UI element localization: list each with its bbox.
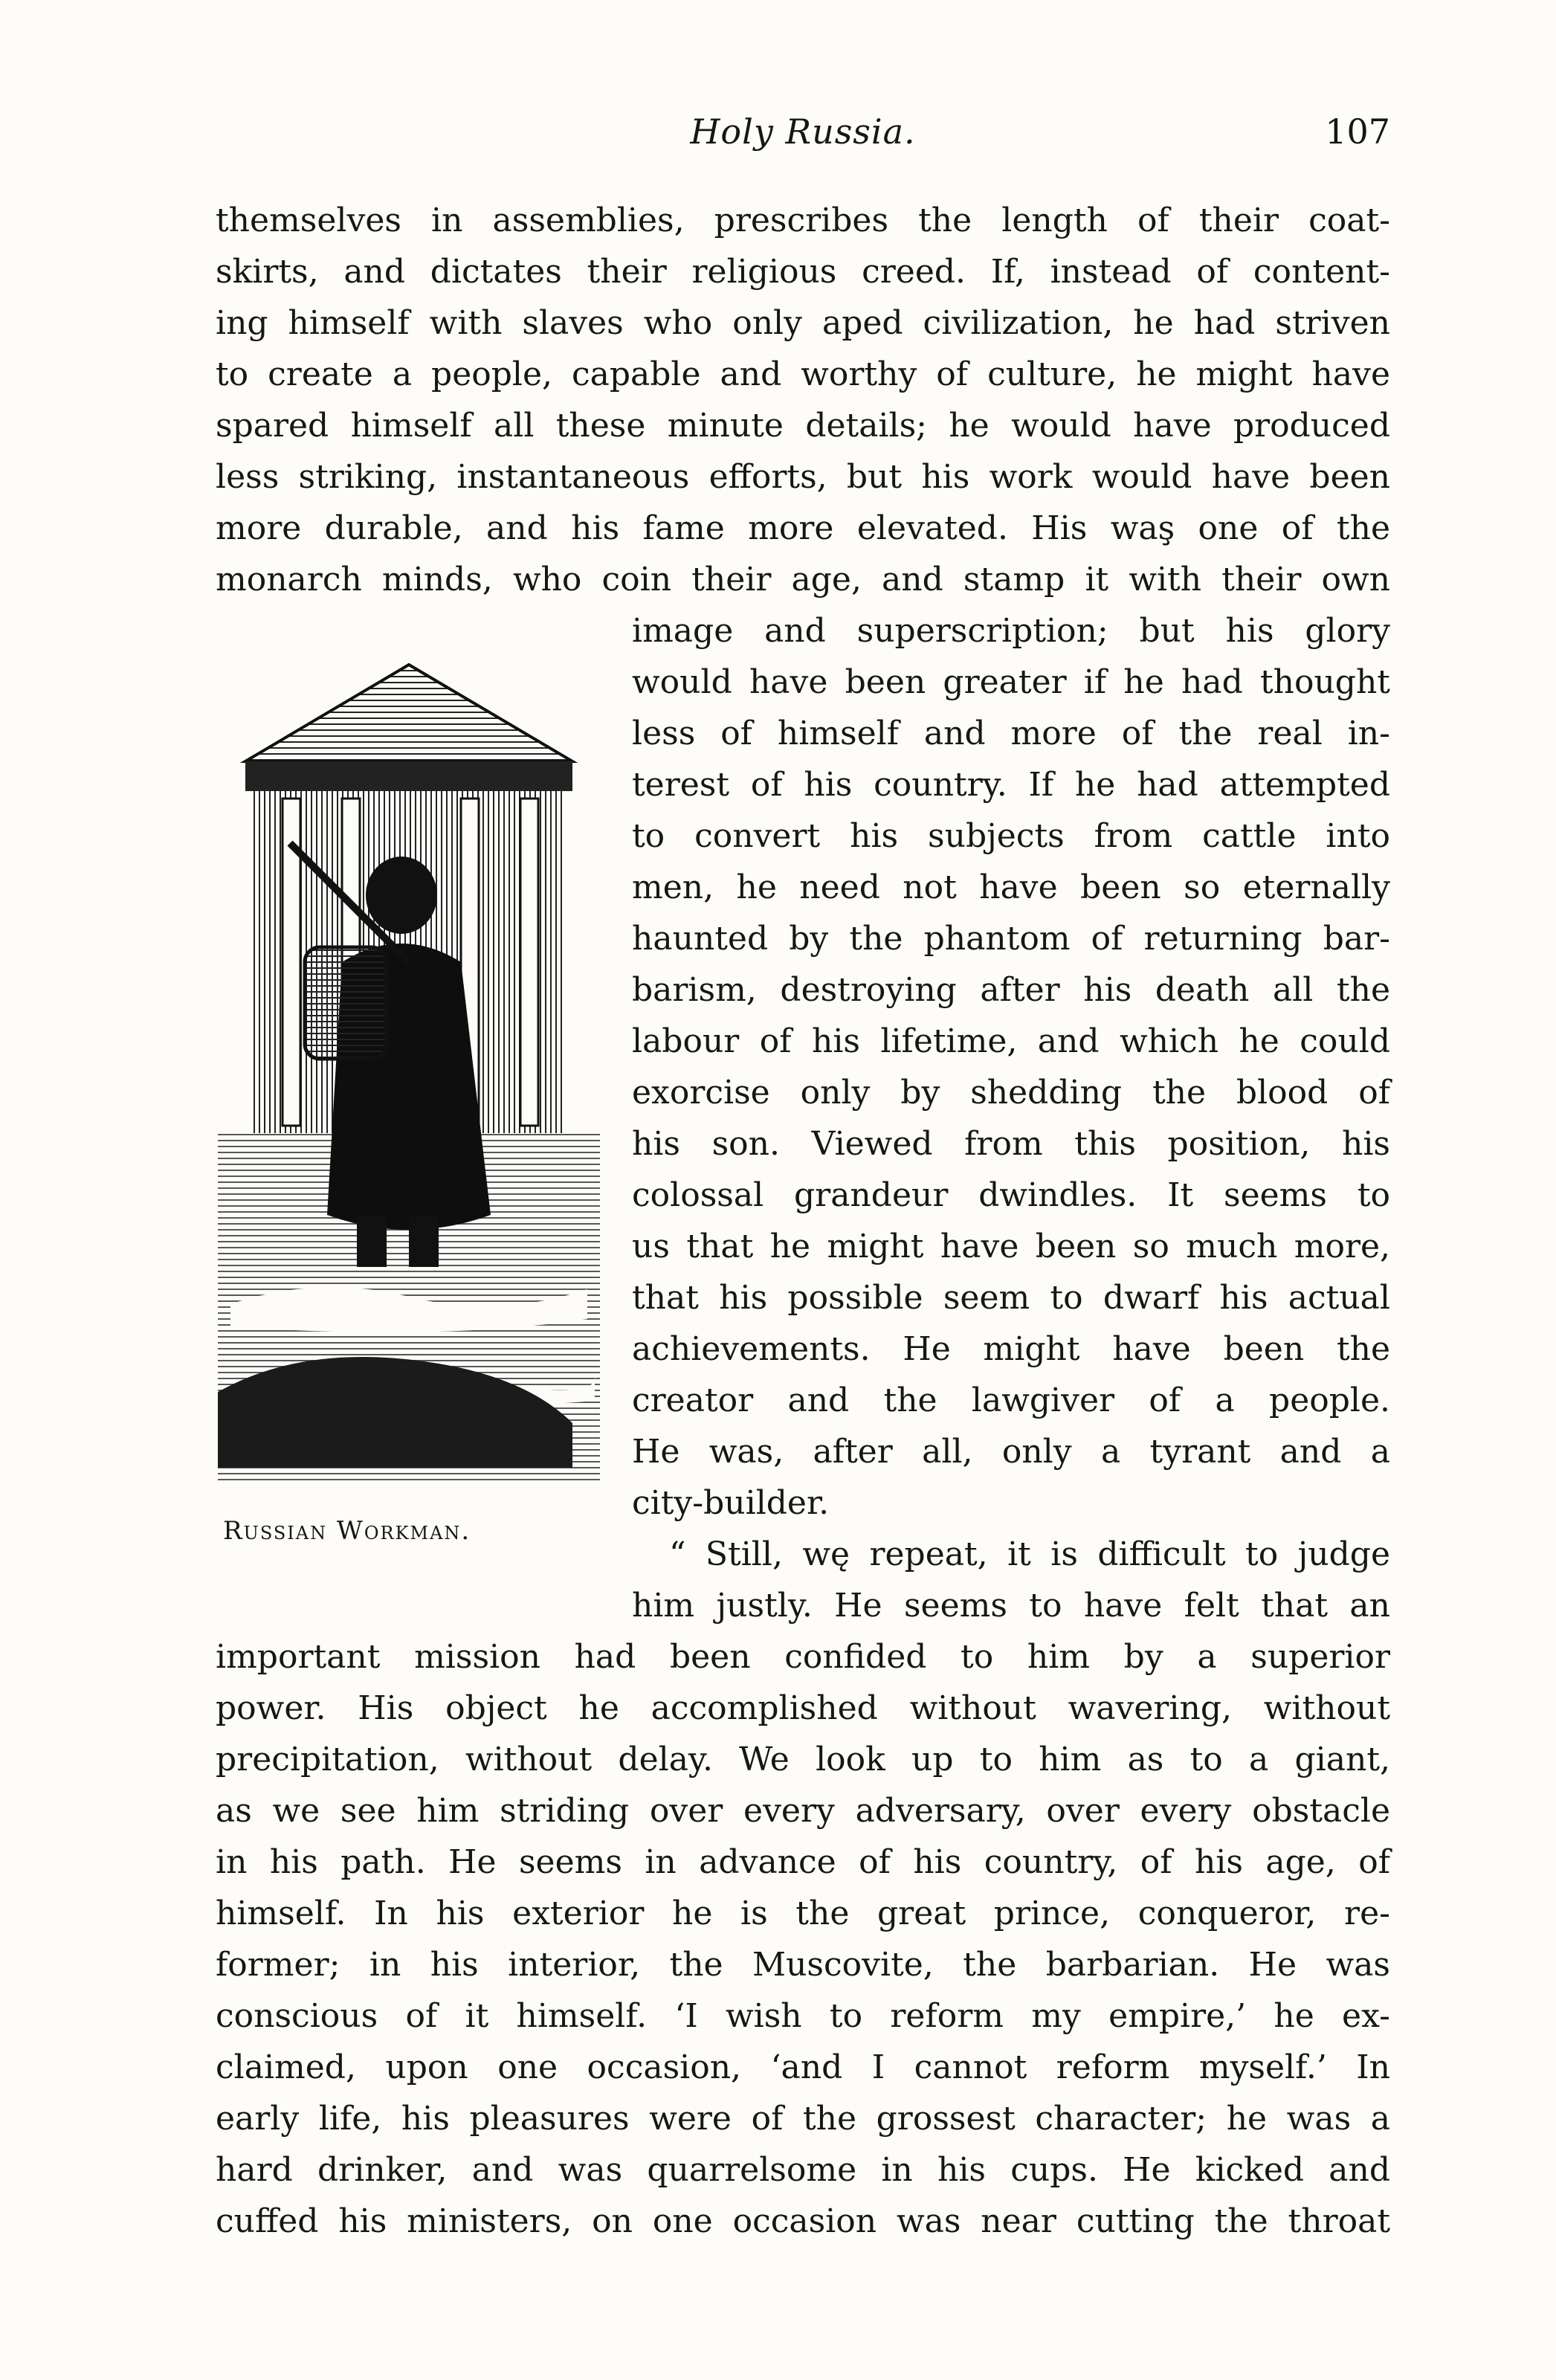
illustration-russian-workman	[216, 650, 602, 1483]
text-line: achievements. He might have been the	[632, 1330, 1390, 1368]
text-line: him justly. He seems to have felt that an	[632, 1587, 1390, 1625]
text-line: “ Still, wę repeat, it is difficult to judge	[669, 1535, 1390, 1573]
text-line: He was, after all, only a tyrant and a	[632, 1433, 1390, 1471]
text-line: former; in his interior, the Muscovite, the barbarian. He was	[216, 1946, 1390, 1984]
text-line: monarch minds, who coin their age, and stamp it with their own	[216, 561, 1390, 599]
illustrated-section	[216, 605, 1390, 1631]
text-line: colossal grandeur dwindles. It seems to	[632, 1176, 1390, 1214]
text-line: himself. In his exterior he is the great prince, conqueror, re-	[216, 1894, 1390, 1932]
page-header	[216, 112, 1390, 156]
running-title: Holy Russia.	[690, 112, 916, 152]
text-line: to convert his subjects from cattle into	[632, 817, 1390, 855]
text-line: would have been greater if he had thought	[632, 663, 1390, 701]
text-line: in his path. He seems in advance of his country, of his age, of	[216, 1843, 1390, 1881]
text-line: important mission had been confided to him by a superior	[216, 1638, 1390, 1676]
page-number: 107	[1325, 112, 1390, 152]
text-line: to create a people, capable and worthy of culture, he might have	[216, 355, 1390, 393]
text-line: image and superscription; but his glory	[632, 612, 1390, 650]
text-line: cuffed his ministers, on one occasion was near cutting the throat	[216, 2202, 1390, 2240]
text-line: hard drinker, and was quarrelsome in his cups. He kicked and	[216, 2151, 1390, 2189]
text-line: his son. Viewed from this position, his	[632, 1125, 1390, 1163]
text-line: conscious of it himself. ‘I wish to reform my empire,’ he ex-	[216, 1997, 1390, 2035]
paragraph-top	[216, 195, 1390, 605]
text-line: terest of his country. If he had attempted	[632, 766, 1390, 804]
text-line: as we see him striding over every adversary, over every obstacle	[216, 1792, 1390, 1830]
engraving-image	[216, 650, 602, 1483]
text-line: power. His object he accomplished without wavering, without	[216, 1689, 1390, 1727]
body-text	[216, 195, 1390, 2247]
text-line: skirts, and dictates their religious creed. If, instead of content-	[216, 253, 1390, 291]
text-line: creator and the lawgiver of a people.	[632, 1381, 1390, 1419]
text-line: spared himself all these minute details; he would have produced	[216, 407, 1390, 445]
text-line: themselves in assemblies, prescribes the length of their coat-	[216, 201, 1390, 239]
text-line: us that he might have been so much more,	[632, 1228, 1390, 1265]
text-line: that his possible seem to dwarf his actual	[632, 1279, 1390, 1317]
text-line: haunted by the phantom of returning bar-	[632, 920, 1390, 958]
text-line: barism, destroying after his death all the	[632, 971, 1390, 1009]
figure-caption: Russian Workman.	[223, 1516, 471, 1546]
text-line: more durable, and his fame more elevated. His waş one of the	[216, 509, 1390, 547]
text-line: less striking, instantaneous efforts, but his work would have been	[216, 458, 1390, 496]
text-line: exorcise only by shedding the blood of	[632, 1074, 1390, 1112]
text-line: claimed, upon one occasion, ‘and I cannot reform myself.’ In	[216, 2048, 1390, 2086]
text-line: labour of his lifetime, and which he could	[632, 1022, 1390, 1060]
text-line: precipitation, without delay. We look up to him as to a giant,	[216, 1741, 1390, 1778]
text-line: ing himself with slaves who only aped civilization, he had striven	[216, 304, 1390, 342]
text-line: men, he need not have been so eternally	[632, 868, 1390, 906]
text-line: city-builder.	[632, 1484, 830, 1522]
text-line: early life, his pleasures were of the grossest character; he was a	[216, 2100, 1390, 2138]
text-line: less of himself and more of the real in-	[632, 715, 1390, 752]
paragraph-bottom	[216, 1631, 1390, 2247]
